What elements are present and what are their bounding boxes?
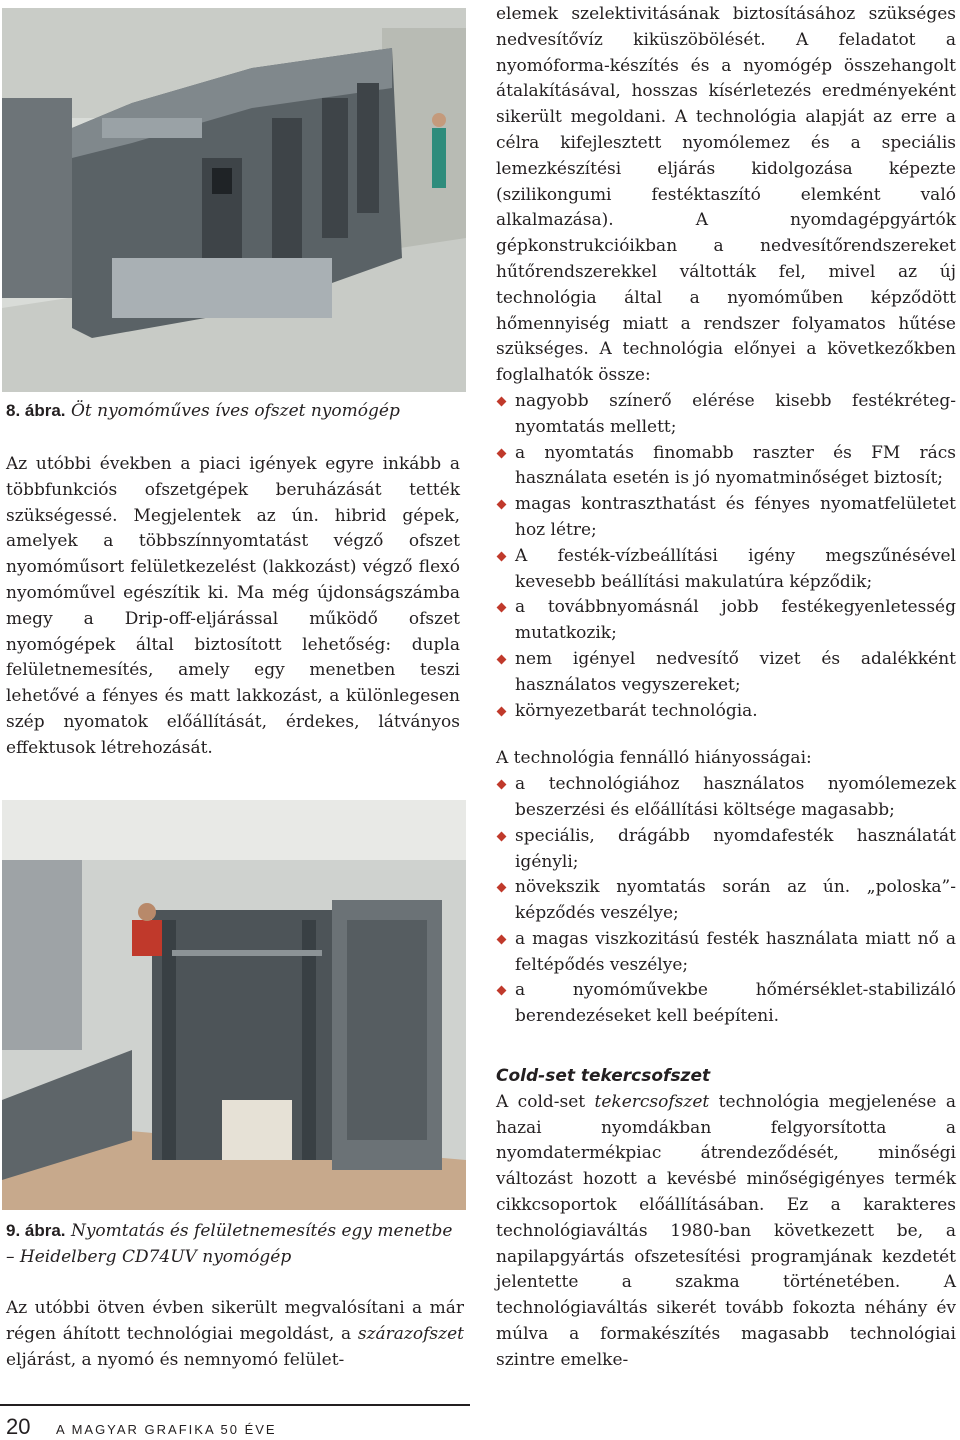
running-title: A MAGYAR GRAFIKA 50 ÉVE — [56, 1422, 277, 1437]
figure-8-caption — [6, 398, 400, 424]
text-run: A cold-set — [496, 1091, 595, 1112]
figure-label: 8. ábra. — [6, 401, 66, 420]
italic-term: szárazofszet — [357, 1323, 464, 1344]
right-column — [496, 2, 956, 1374]
body-paragraph — [6, 1296, 464, 1373]
list-item: A festék-vízbeállítási igény megszűnésével kevesebb beállítási makulatúra képződik; — [496, 544, 956, 596]
list-item: a továbbnyomásnál jobb festékegyenletesség mutatkozik; — [496, 595, 956, 647]
list-item: a nyomóművekbe hőmérséklet-stabilizáló berendezéseket kell beépíteni. — [496, 978, 956, 1030]
list-item: speciális, drágább nyomdafesték használatát igényli; — [496, 824, 956, 876]
list-item: a magas viszkozitású festék használata miatt nő a feltépődés veszélye; — [496, 927, 956, 979]
text-run: Az utóbbi ötven évben sikerült megvalósítani a már régen áhított technológiai megoldást, a — [6, 1298, 464, 1344]
figure-caption-text: Öt nyomóműves íves ofszet nyomógép — [65, 401, 400, 421]
figure-caption-text: – Heidelberg CD74UV nyomógép — [6, 1247, 292, 1267]
figure-label: 9. ábra. — [6, 1221, 66, 1240]
list-item: a nyomtatás finomabb raszter és FM rács használata esetén is jó nyomatminőséget biztosít; — [496, 441, 956, 493]
advantages-list — [496, 389, 956, 724]
text-run: eljárást, a nyomó és nemnyomó felület- — [6, 1349, 345, 1370]
body-paragraph — [496, 1090, 956, 1374]
page-number: 20 — [6, 1414, 31, 1439]
list-item: növekszik nyomtatás során az ún. „poloska”-képződés veszélye; — [496, 875, 956, 927]
italic-term: tekercsofszet — [594, 1091, 710, 1112]
figure-9-caption — [6, 1218, 452, 1270]
figure-8-photo — [2, 8, 466, 392]
figure-9-photo — [2, 800, 466, 1210]
list-item: környezetbarát technológia. — [496, 699, 956, 725]
figure-caption-text: Nyomtatás és felületnemesítés egy menetbe — [65, 1221, 453, 1241]
body-paragraph: elemek szelektivitásának biztosításához szükséges nedvesítővíz kiküszöbölését. A feladatot a nyomóforma-készítés és a nyomógép összehangolt átalakításával, hosszas kísérletezés eredményeként sikerült megoldani. A technológia alapját az erre a célra kifejlesztett nyomólemez és a speciális lemezkészítési eljárás kidolgozása képezte (szilikongumi festéktaszító elemként való alkalmazása). A nyomdagépgyártók gépkonstrukcióikban a nedvesítőrendszereket hűtőrendszerekkel váltották fel, mivel az új technológia által a nyomóműben képződött hőmennyiség miatt a rendszer folyamatos hűtése szükséges. A technológia előnyei a következőkben foglalhatók össze: — [496, 4, 956, 386]
body-paragraph: A technológia fennálló hiányosságai: — [496, 748, 812, 769]
section-heading: Cold-set tekercsofszet — [496, 1066, 711, 1087]
list-item: nem igényel nedvesítő vizet és adalékként használatos vegyszereket; — [496, 647, 956, 699]
list-item: nagyobb színerő elérése kisebb festékréteg-nyomtatás mellett; — [496, 389, 956, 441]
page-footer — [0, 1404, 470, 1440]
list-item: a technológiához használatos nyomólemezek beszerzési és előállítási költsége magasabb; — [496, 772, 956, 824]
drawbacks-list — [496, 772, 956, 1030]
text-run: technológia megjelenése a hazai nyomdákban felgyorsította a nyomdatermékpiac átrendeződését, minőségi változást hozott a kevésbé minőségigényes termék cikkcsoportok előállításában. Ez a karakteres technológiaváltás 1980-ban következett be, a napilapgyártás ofszetesítési programjának kezdetét jelentette a szakma történetében. A technológiaváltás sikerét tovább fokozta néhány év múlva a formakészítés magasabb technológiai szintre emelke- — [496, 1091, 956, 1370]
body-paragraph: Az utóbbi években a piaci igények egyre inkább a többfunkciós ofszetgépek beruházását tették szükségessé. Megjelentek az ún. hibrid gépek, amelyek a többszínnyomtatást végző ofszet nyomóműsort felületkezelést (lakkozást) végző flexó nyomóművel egészítik ki. Ma még újdonságszámba megy a Drip-off-eljárással működő ofszet nyomógépek által biztosított lehetőség: dupla felületnemesítés, amely egy menetben teszi lehetővé a fényes és matt lakkozást, a különlegesen szép nyomatok előállítását, érdekes, látványos effektusok létrehozását. — [6, 454, 460, 758]
footer-rule — [0, 1404, 470, 1406]
list-item: magas kontraszthatást és fényes nyomatfelületet hoz létre; — [496, 492, 956, 544]
